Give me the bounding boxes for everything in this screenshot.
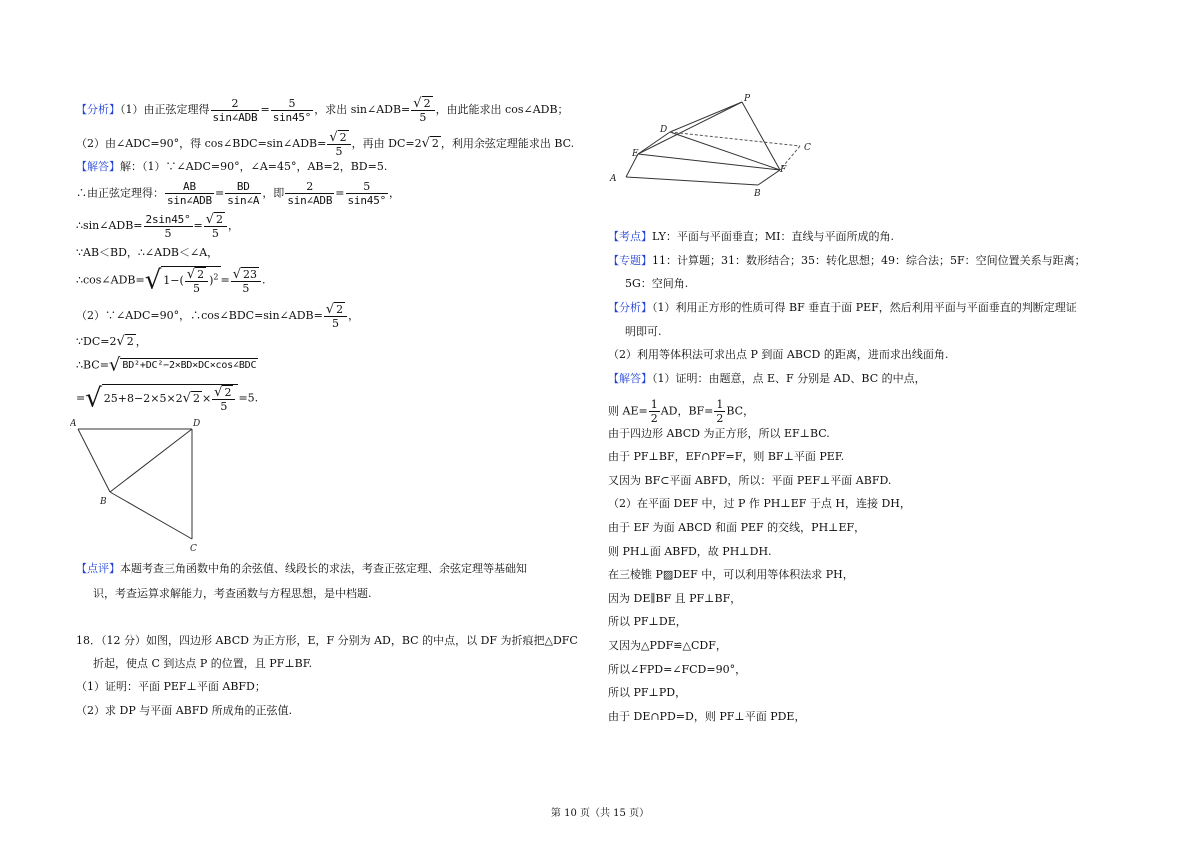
label-a: A <box>70 419 77 429</box>
segment-pf <box>742 102 780 170</box>
zhuanti-line-1: 【专题】11：计算题；31：数形结合；35：转化思想；49：综合法；5F：空间位置关系与距离； <box>608 254 1086 267</box>
analysis-line-1: 【分析】（1）由正弦定理得 2 sin∠ADB = $\frac{5}{\sin 45^\circ}$ ，求出 sin∠ADB= $\frac{√ 2}{5}$ ，由此能求出 cos∠ADB； <box>76 96 569 124</box>
segment-bf <box>758 170 780 185</box>
answer-line-3: ∴sin∠ADB= $\frac{2\sin 45^\circ}{5}$ = $\frac{√ 2}{5}$ ， <box>76 212 240 240</box>
segment-bd <box>110 429 192 492</box>
jieda-line-3: 由于四边形 ABCD 为正方形，所以 EF⊥BC. <box>608 427 830 440</box>
segment-bc <box>110 492 192 539</box>
segment-ef <box>638 154 780 170</box>
label-c: C <box>804 143 811 153</box>
question-18-line-4: （2）求 DP 与平面 ABFD 所成角的正弦值. <box>76 704 293 717</box>
question-18-line-2: 折起，使点 C 到达点 P 的位置，且 PF⊥BF. <box>93 657 313 670</box>
answer-line-8: ∴BC=√ BD²+DC²−2×BD×DC×cos∠BDC <box>76 354 257 376</box>
jieda-line-9: 在三棱锥 P▨DEF 中，可以利用等体积法求 PH， <box>608 568 854 581</box>
folded-square-figure <box>608 92 838 202</box>
question-18-line-3: （1）证明：平面 PEF⊥平面 ABFD； <box>76 680 266 693</box>
jieda-line-13: 所以∠FPD=∠FCD=90°， <box>608 663 747 676</box>
question-18-line-1: 18．（12 分）如图，四边形 ABCD 为正方形，E，F 分别为 AD，BC 的中点，以 DF 为折痕把△DFC <box>76 634 578 647</box>
label-p: P <box>744 94 751 104</box>
jieda-line-10: 因为 DE∥BF 且 PF⊥BF， <box>608 592 742 605</box>
answer-line-5: ∴cos∠ADB=√ 1−( $\frac{√ 2}{5}$ )$^2$ = $\frac{√ 23}{5}$ . <box>76 265 266 296</box>
kaodian-tag: 【考点】 <box>608 230 652 243</box>
answer-line-7: ∵DC=2√ 2 ， <box>76 334 147 349</box>
label-b: B <box>754 189 761 199</box>
segment-ab <box>78 429 110 492</box>
jieda-line-2: 则 AE= $\frac{1}{2}$ AD，BF= $\frac{1}{2}$ BC， <box>608 398 755 425</box>
jieda-line-4: 由于 PF⊥BF，EF∩PF=F，则 BF⊥平面 PEF. <box>608 450 845 463</box>
segment-dp <box>670 102 742 132</box>
comment-tag: 【点评】 <box>76 562 120 575</box>
jieda-line-5: 又因为 BF⊂平面 ABFD，所以：平面 PEF⊥平面 ABFD. <box>608 474 892 487</box>
label-d: D <box>660 125 668 135</box>
label-a: A <box>610 174 617 184</box>
answer-line-4: ∵AB＜BD，∴∠ADB＜∠A， <box>76 246 219 259</box>
zhuanti-tag: 【专题】 <box>608 254 652 267</box>
zhuanti-line-2: 5G：空间角. <box>625 277 689 290</box>
jieda-tag: 【解答】 <box>608 372 652 385</box>
segment-ab <box>626 177 758 185</box>
fenxi-line-2: 明即可. <box>625 325 662 338</box>
answer-line-2: ∴由正弦定理得： AB sin∠ADB = $\frac{BD}{\sin\angle A}$ ，即 2 sin∠ADB = $\frac{5}{\sin 45^\circ}$ ， <box>76 180 401 207</box>
jieda-line-12: 又因为△PDF≌△CDF， <box>608 639 727 652</box>
label-b: B <box>100 497 107 507</box>
jieda-line-15: 由于 DE∩PD=D，则 PF⊥平面 PDE， <box>608 710 806 723</box>
label-f: F <box>780 165 787 175</box>
answer-line-1: 【解答】解：（1）∵∠ADC=90°，∠A=45°，AB=2，BD=5. <box>76 160 388 173</box>
jieda-line-1: 【解答】（1）证明：由题意，点 E、F 分别是 AD、BC 的中点， <box>608 372 926 385</box>
answer-line-9: =√ 25+8−2×5×2√ 2 × $\frac{√ 2}{5}$ =5. <box>76 383 259 414</box>
label-c: C <box>190 544 197 554</box>
triangle-figure-abcd <box>70 414 210 554</box>
jieda-line-7: 由于 EF 为面 ABCD 和面 PEF 的交线，PH⊥EF， <box>608 521 866 534</box>
segment-ep <box>638 102 742 154</box>
fenxi-line-3: （2）利用等体积法可求出点 P 到面 ABCD 的距离，进而求出线面角. <box>608 348 949 361</box>
answer-line-6: （2）∵∠ADC=90°，∴cos∠BDC=sin∠ADB= $\frac{√ 2}{5}$ ， <box>76 302 360 330</box>
analysis-line-2: （2）由∠ADC=90°，得 cos∠BDC=sin∠ADB= $\frac{√ 2}{5}$ ，再由 DC=2√ 2 ，利用余弦定理能求出 BC. <box>76 130 575 158</box>
answer-tag: 【解答】 <box>76 160 120 173</box>
comment-line-1: 【点评】本题考查三角函数中角的余弦值、线段长的求法，考查正弦定理、余弦定理等基础知 <box>76 562 527 575</box>
jieda-line-14: 所以 PF⊥PD， <box>608 686 687 699</box>
analysis-tag: 【分析】 <box>76 103 120 116</box>
jieda-line-11: 所以 PF⊥DE， <box>608 615 687 628</box>
fenxi-line-1: 【分析】（1）利用正方形的性质可得 BF 垂直于面 PEF，然后利用平面与平面垂直的判断定理证 <box>608 301 1077 314</box>
fenxi-tag: 【分析】 <box>608 301 652 314</box>
kaodian-line: 【考点】LY：平面与平面垂直；MI：直线与平面所成的角. <box>608 230 894 243</box>
page-footer: 第 10 页（共 15 页） <box>550 808 650 819</box>
jieda-line-8: 则 PH⊥面 ABFD，故 PH⊥DH. <box>608 545 772 558</box>
label-e: E <box>632 149 639 159</box>
jieda-line-6: （2）在平面 DEF 中，过 P 作 PH⊥EF 于点 H，连接 DH， <box>608 497 911 510</box>
comment-line-2: 识，考查运算求解能力，考查函数与方程思想，是中档题. <box>93 587 372 600</box>
label-d: D <box>193 419 201 429</box>
segment-ed <box>638 132 670 154</box>
